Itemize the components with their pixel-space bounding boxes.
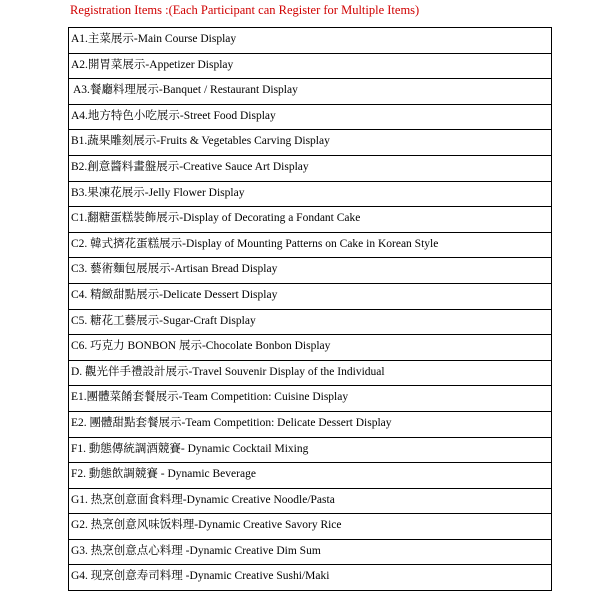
table-row: B1.蔬果雕刻展示-Fruits & Vegetables Carving Display — [69, 130, 551, 156]
table-row: A1.主菜展示-Main Course Display — [69, 28, 551, 54]
table-row: C5. 糖花工藝展示-Sugar-Craft Display — [69, 310, 551, 336]
table-row: C4. 精緻甜點展示-Delicate Dessert Display — [69, 284, 551, 310]
table-row: G3. 热烹创意点心料理 -Dynamic Creative Dim Sum — [69, 540, 551, 566]
table-row: C1.翻糖蛋糕裝飾展示-Display of Decorating a Fondant Cake — [69, 207, 551, 233]
table-row: B3.果凍花展示-Jelly Flower Display — [69, 182, 551, 208]
table-row: D. 觀光伴手禮設計展示-Travel Souvenir Display of the Individual — [69, 361, 551, 387]
table-row: A3.餐廳料理展示-Banquet / Restaurant Display — [69, 79, 551, 105]
registration-heading: Registration Items :(Each Participant can Register for Multiple Items) — [70, 3, 420, 17]
table-row: F2. 動態飲調競賽 - Dynamic Beverage — [69, 463, 551, 489]
table-row: C2. 韓式擠花蛋糕展示-Display of Mounting Patterns on Cake in Korean Style — [69, 233, 551, 259]
table-row: G2. 热烹创意风味饭料理-Dynamic Creative Savory Rice — [69, 514, 551, 540]
table-row: A2.開胃菜展示-Appetizer Display — [69, 54, 551, 80]
table-row: F1. 動態傳統調酒競賽- Dynamic Cocktail Mixing — [69, 438, 551, 464]
registration-items-table — [68, 27, 552, 591]
table-row: C3. 藝術麵包展展示-Artisan Bread Display — [69, 258, 551, 284]
table-row: C6. 巧克力 BONBON 展示-Chocolate Bonbon Display — [69, 335, 551, 361]
table-row: A4.地方特色小吃展示-Street Food Display — [69, 105, 551, 131]
table-row: G4. 现烹创意寿司料理 -Dynamic Creative Sushi/Maki — [69, 565, 551, 591]
table-row: G1. 热烹创意面食料理-Dynamic Creative Noodle/Pasta — [69, 489, 551, 515]
table-row: E2. 團體甜點套餐展示-Team Competition: Delicate Dessert Display — [69, 412, 551, 438]
table-row: B2.創意醬料畫盤展示-Creative Sauce Art Display — [69, 156, 551, 182]
table-row: E1.團體菜餚套餐展示-Team Competition: Cuisine Display — [69, 386, 551, 412]
